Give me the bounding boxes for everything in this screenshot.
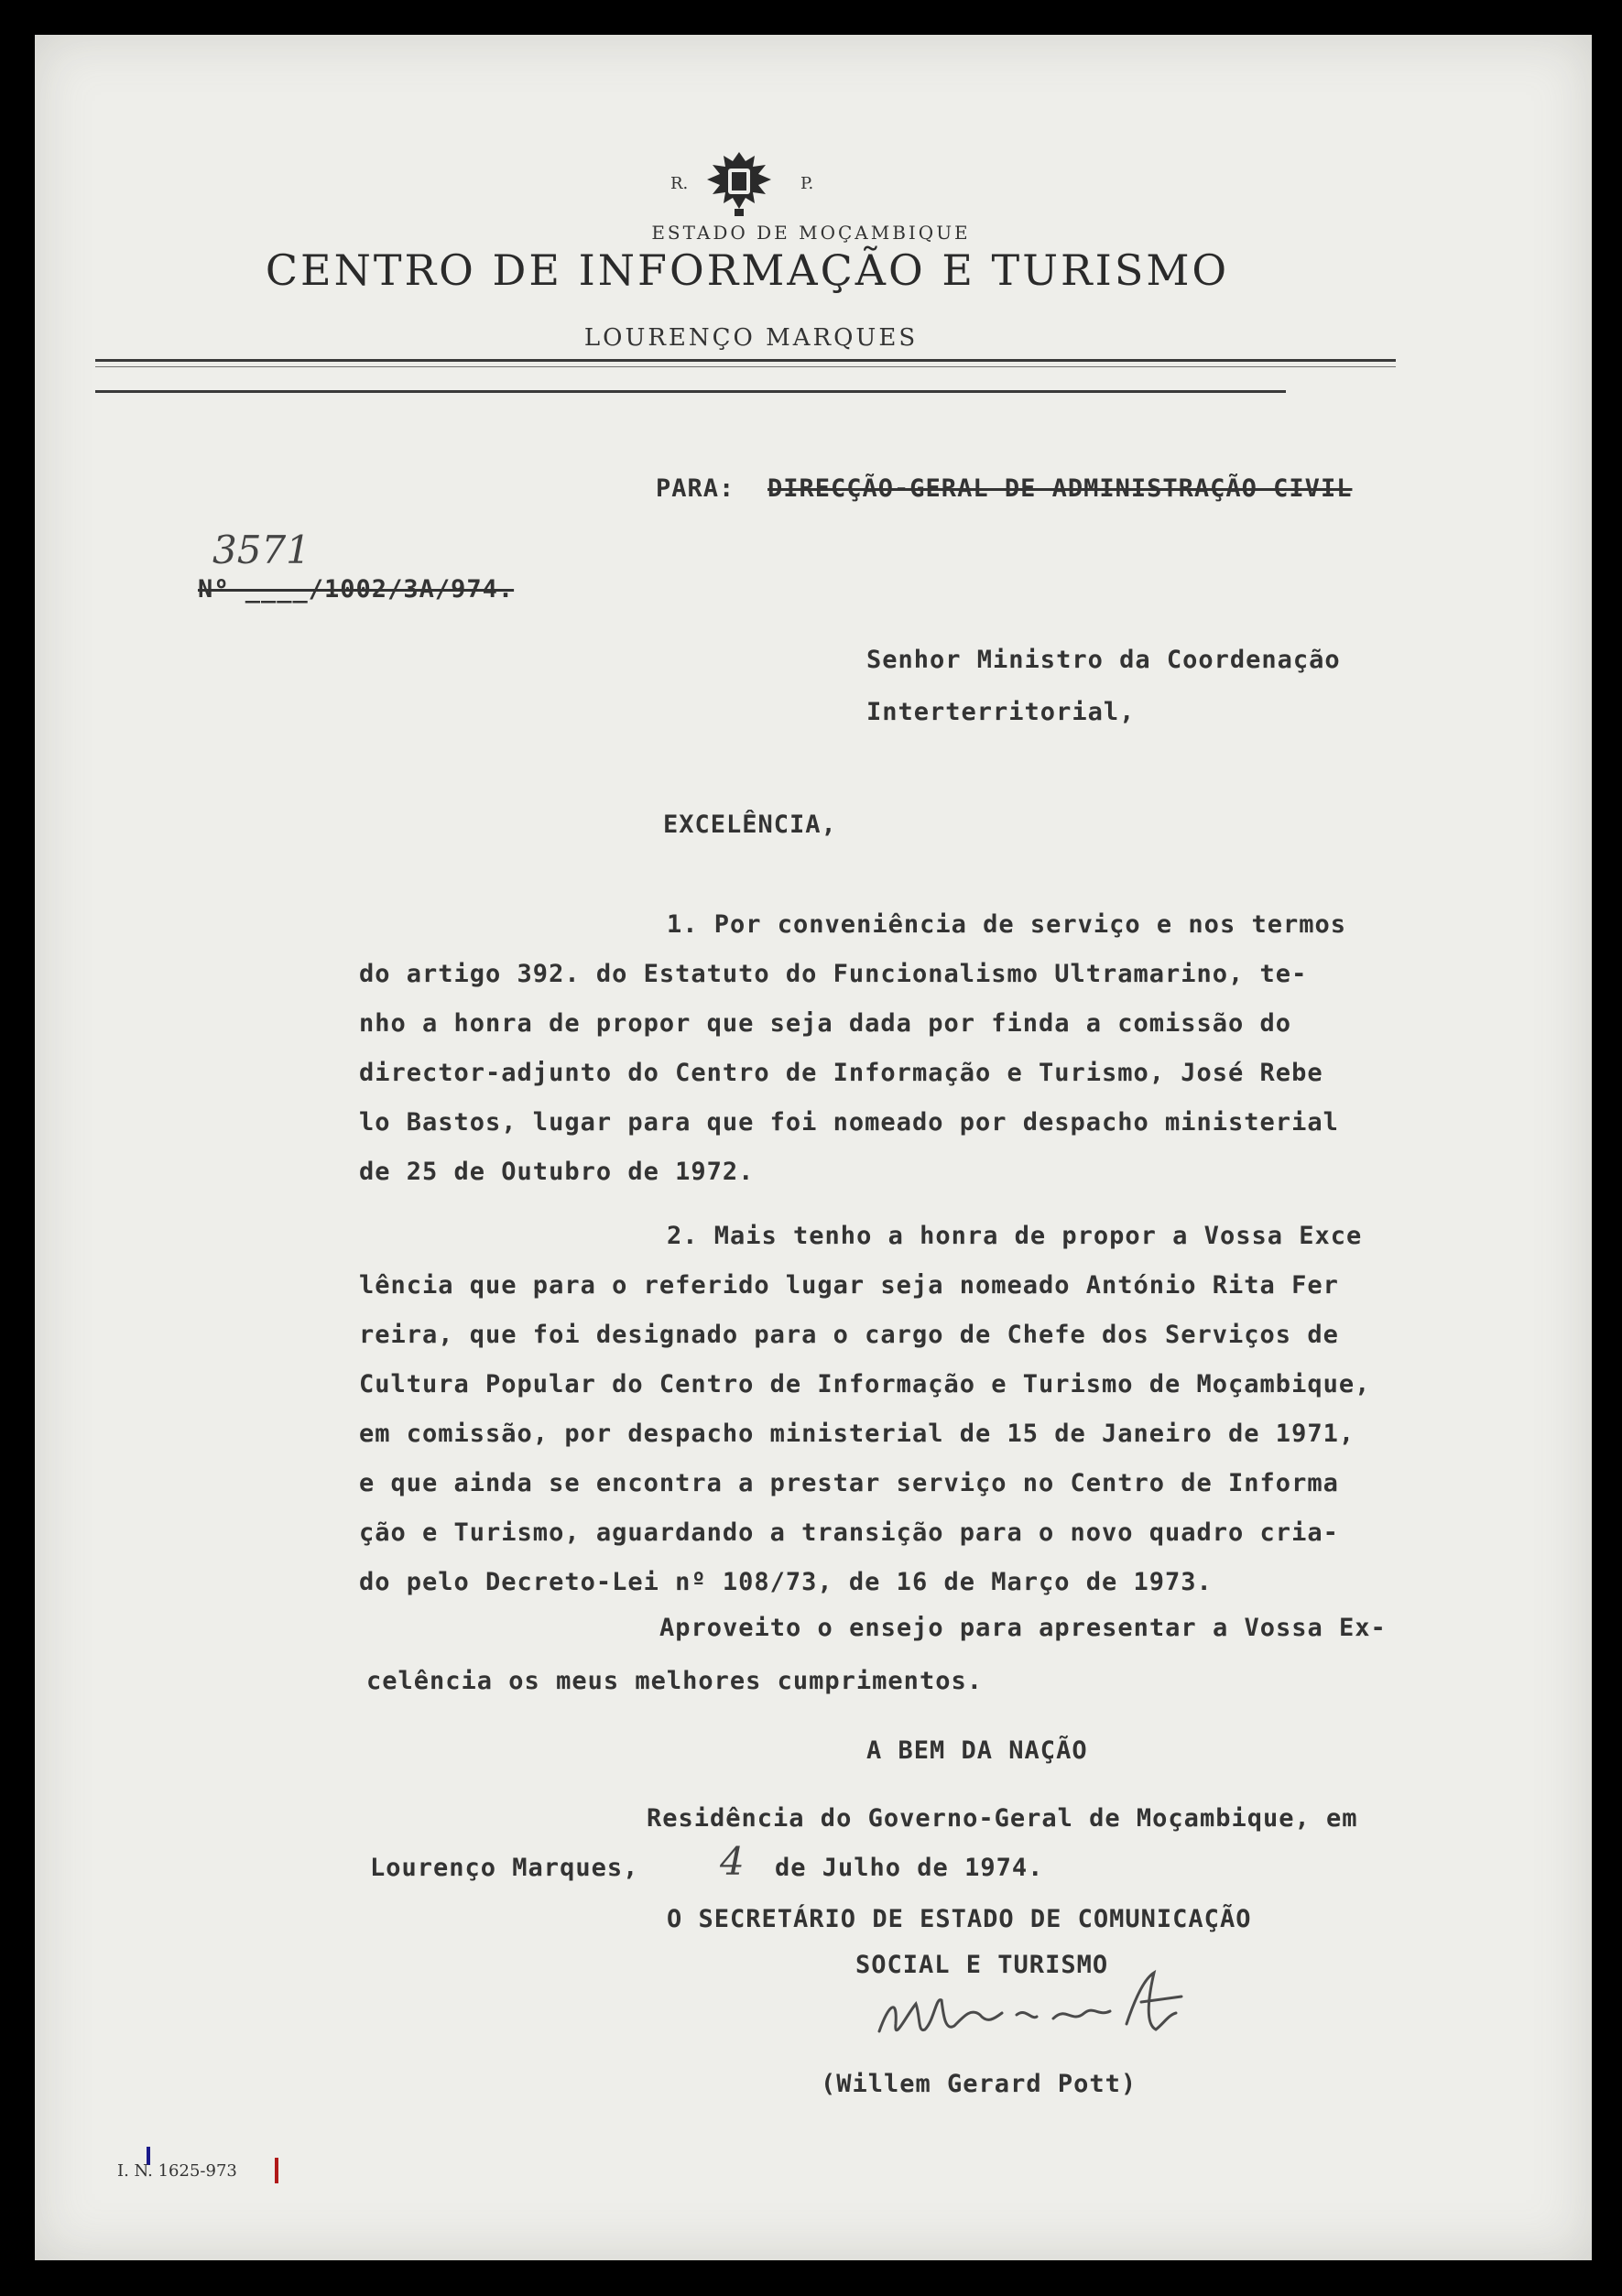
office-title: CENTRO DE INFORMAÇÃO E TURISMO [265, 245, 1230, 295]
paragraph-2-line: 2. Mais tenho a honra de propor a Vossa Exce [667, 1222, 1363, 1250]
place-date-prefix: Lourenço Marques, [370, 1854, 639, 1882]
printer-code: I. N. 1625-973 [117, 2161, 237, 2181]
motto: A BEM DA NAÇÃO [866, 1736, 1088, 1765]
paragraph-2-line: em comissão, por despacho ministerial de 15 de Janeiro de 1971, [359, 1420, 1355, 1448]
signatory-name: (Willem Gerard Pott) [821, 2070, 1138, 2098]
handwritten-number: 3571 [212, 528, 310, 572]
paragraph-1-line: lo Bastos, lugar para que foi nomeado por despacho ministerial [359, 1108, 1339, 1137]
place-date-suffix: de Julho de 1974. [775, 1854, 1044, 1882]
header-rule-middle [95, 366, 1396, 367]
paragraph-2-line: reira, que foi designado para o cargo de Chefe dos Serviços de [359, 1321, 1339, 1349]
paragraph-1-line: do artigo 392. do Estatuto do Funcionalismo Ultramarino, te- [359, 960, 1308, 988]
salutation: EXCELÊNCIA, [663, 811, 837, 839]
place-date-line-1: Residência do Governo-Geral de Moçambique, em [647, 1804, 1358, 1833]
rp-left-mark: R. [670, 174, 689, 193]
paragraph-1-line: director-adjunto do Centro de Informação e Turismo, José Rebe [359, 1059, 1323, 1087]
addressee-line-2: Interterritorial, [866, 698, 1136, 726]
para-label: PARA: [656, 474, 735, 503]
addressee-line-1: Senhor Ministro da Coordenação [866, 646, 1341, 674]
header-rule-bottom [95, 390, 1286, 393]
closing-line: celência os meus melhores cumprimentos. [366, 1667, 983, 1695]
city-name: LOURENÇO MARQUES [583, 324, 919, 352]
paragraph-2-line: e que ainda se encontra a prestar serviço no Centro de Informa [359, 1469, 1339, 1497]
paragraph-2-line: do pelo Decreto-Lei nº 108/73, de 16 de Março de 1973. [359, 1568, 1213, 1596]
signatory-title-1: O SECRETÁRIO DE ESTADO DE COMUNICAÇÃO [667, 1905, 1252, 1933]
paragraph-2-line: ção e Turismo, aguardando a transição para o novo quadro cria- [359, 1518, 1339, 1547]
header-rule-top [95, 359, 1396, 362]
closing-line: Aproveito o ensejo para apresentar a Vossa Ex- [659, 1614, 1387, 1642]
coat-of-arms-icon [698, 148, 780, 220]
para-addressee: DIRECÇÃO-GERAL DE ADMINISTRAÇÃO CIVIL [767, 474, 1353, 503]
paragraph-1-line: nho a honra de propor que seja dada por finda a comissão do [359, 1009, 1292, 1038]
handwritten-day: 4 [720, 1839, 745, 1884]
reference-number: Nº ____/1002/3A/974. [198, 575, 515, 604]
paragraph-1-line: de 25 de Outubro de 1972. [359, 1158, 755, 1186]
rp-right-mark: P. [800, 174, 814, 193]
paragraph-1-line: 1. Por conveniência de serviço e nos termos [667, 910, 1346, 939]
signatory-title-2: SOCIAL E TURISMO [855, 1951, 1109, 1979]
state-name: ESTADO DE MOÇAMBIQUE [651, 222, 971, 244]
paragraph-2-line: lência que para o referido lugar seja nomeado António Rita Fer [359, 1271, 1339, 1300]
paragraph-2-line: Cultura Popular do Centro de Informação e Turismo de Moçambique, [359, 1370, 1371, 1398]
handwritten-signature [870, 1960, 1236, 2061]
red-margin-mark [275, 2158, 278, 2183]
